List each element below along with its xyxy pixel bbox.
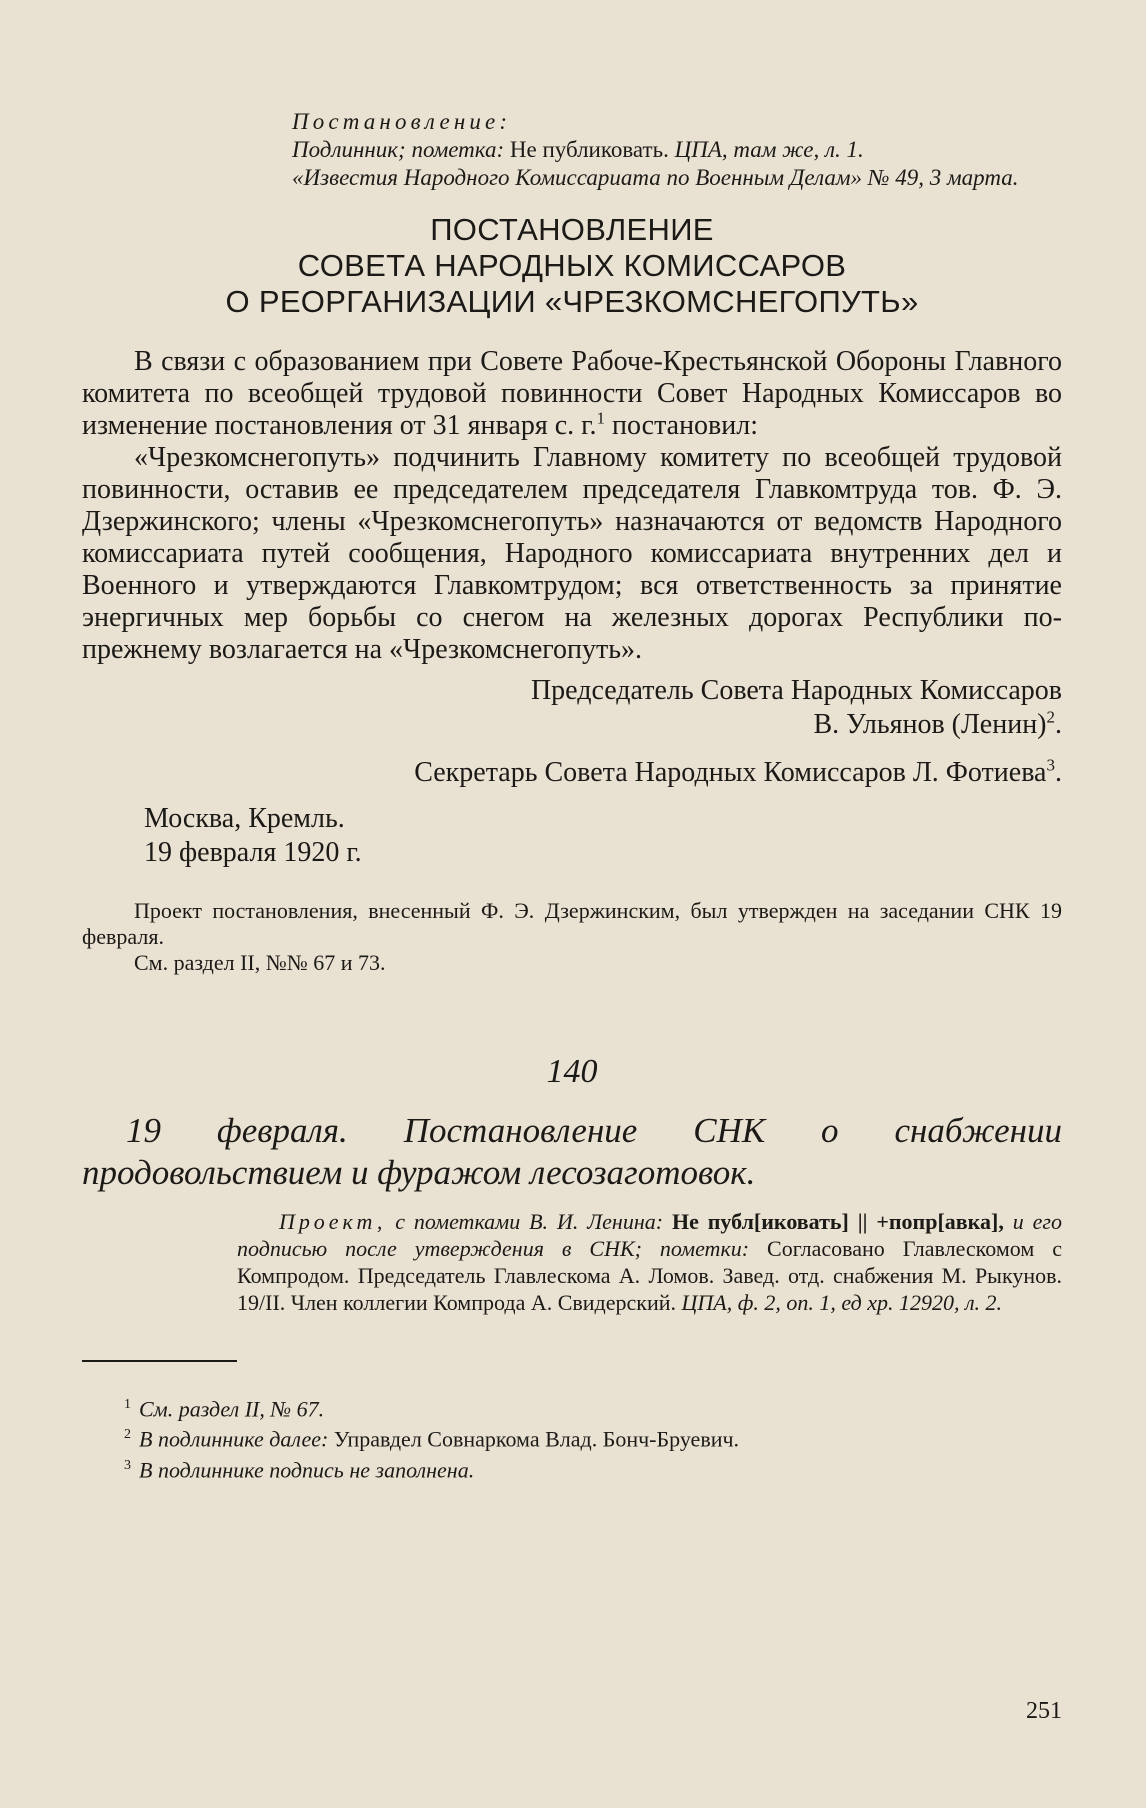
place-date <box>144 802 1062 870</box>
document-140-title: 19 февраля. Постановление СНК о снабжении продовольствием и фуражом лесозаготовок. <box>82 1111 1062 1192</box>
secretary-name: Секретарь Совета Народных Комиссаров Л. Фотиева <box>414 757 1047 788</box>
footnote-3 <box>124 1453 1062 1483</box>
footnote-2-rest: Управдел Совнаркома Влад. Бонч-Бруевич. <box>328 1426 740 1452</box>
doc140-meta-label: Проект, <box>279 1209 387 1234</box>
editor-note <box>82 898 1062 976</box>
footnotes <box>124 1392 1062 1483</box>
footnote-ref-1: 1 <box>596 408 605 428</box>
meta-publication: «Известия Народного Комиссариата по Военным Делам» № 49, 3 марта. <box>292 165 1019 190</box>
place: Москва, Кремль. <box>144 803 345 834</box>
body-paragraph-1-end: постановил: <box>604 410 759 441</box>
document-body <box>82 346 1062 666</box>
body-paragraph-1-text: В связи с образованием при Совете Рабоче-Крестьянской Обороны Главного комитета по всеобщей трудовой повинности Совет Народных Комиссаров во изменение постановления от 31 января с. г. <box>82 346 1062 441</box>
footnote-1-num: 1 <box>124 1397 131 1412</box>
title-line-3: О РЕОРГАНИЗАЦИИ «ЧРЕЗКОМСНЕГОПУТЬ» <box>225 284 919 319</box>
document-number: 140 <box>546 1053 598 1090</box>
meta-label: Постановление: <box>292 109 512 134</box>
chair-title: Председатель Совета Народных Комиссаров <box>530 675 1062 706</box>
secretary-line: Секретарь Совета Народных Комиссаров Л. Фотиева$^3$. <box>414 755 1062 788</box>
footnote-1-text: См. раздел II, № 67. <box>139 1396 325 1422</box>
title-line-1: ПОСТАНОВЛЕНИЕ <box>430 212 714 247</box>
footnote-2-num: 2 <box>124 1427 131 1443</box>
editor-note-2: См. раздел II, №№ 67 и 73. <box>134 950 386 975</box>
meta-original-label: Подлинник; пометка: <box>292 137 505 162</box>
footnote-2-text: В подлиннике далее: <box>139 1426 329 1452</box>
page-number: 251 <box>1026 1698 1062 1724</box>
meta-archive-ref: ЦПА, там же, л. 1. <box>674 137 864 162</box>
document-title <box>82 212 1062 320</box>
footnote-rule <box>82 1360 237 1362</box>
signatures <box>82 674 1062 790</box>
doc140-archive-ref: ЦПА, ф. 2, оп. 1, ед хр. 12920, л. 2. <box>681 1290 1003 1315</box>
footnote-2 <box>124 1422 1062 1452</box>
document-140-meta <box>237 1208 1062 1316</box>
editor-note-1: Проект постановления, внесенный Ф. Э. Дзержинским, был утвержден на заседании СНК 19 февраля. <box>82 898 1062 949</box>
body-paragraph-2: «Чрезкомснегопуть» подчинить Главному комитету по всеобщей трудовой повинности, оставив ее председателем председателя Главкомтруда тов. Ф. Э. Дзержинского; члены «Чрезкомснегопуть» назначаются от ведомств Народного комиссариата путей сообщения, Народного комиссариата внутренних дел и Военного и утверждаются Главкомтрудом; вся ответственность за принятие энергичных мер борьбы со снегом на железных дорогах Республики по-прежнему возлагается на «Чрезкомснегопуть». <box>82 442 1062 665</box>
footnote-3-num: 3 <box>124 1457 131 1473</box>
footnote-1 <box>124 1392 1062 1422</box>
doc140-meta-b: Не публ[иковать] || +попр[авка], <box>671 1209 1004 1234</box>
doc140-meta-c: и его подписью после утверждения в СНК; пометки: <box>237 1209 1062 1261</box>
body-paragraph-1 <box>82 346 1062 442</box>
chair-name: В. Ульянов (Ленин) <box>813 709 1047 740</box>
doc140-meta-d: Согласовано Главлескомом с Компродом. Председатель Главлескома А. Ломов. Завед. отд. снабжения М. Рыкунов. 19/II. Член коллегии Компрода А. Свидерский. <box>237 1236 1062 1315</box>
meta-note-text: Не публиковать. <box>504 137 675 162</box>
footnote-ref-3: 3 <box>1046 755 1055 775</box>
chair-name-line: В. Ульянов (Ленин)$^2$. <box>813 707 1062 740</box>
source-meta <box>292 108 1062 192</box>
date: 19 февраля 1920 г. <box>144 837 362 868</box>
title-line-2: СОВЕТА НАРОДНЫХ КОМИССАРОВ <box>297 248 847 283</box>
doc140-meta-a: с пометками В. И. Ленина: <box>386 1209 672 1234</box>
footnote-3-text: В подлиннике подпись не заполнена. <box>139 1456 475 1482</box>
footnote-ref-2: 2 <box>1046 707 1055 727</box>
